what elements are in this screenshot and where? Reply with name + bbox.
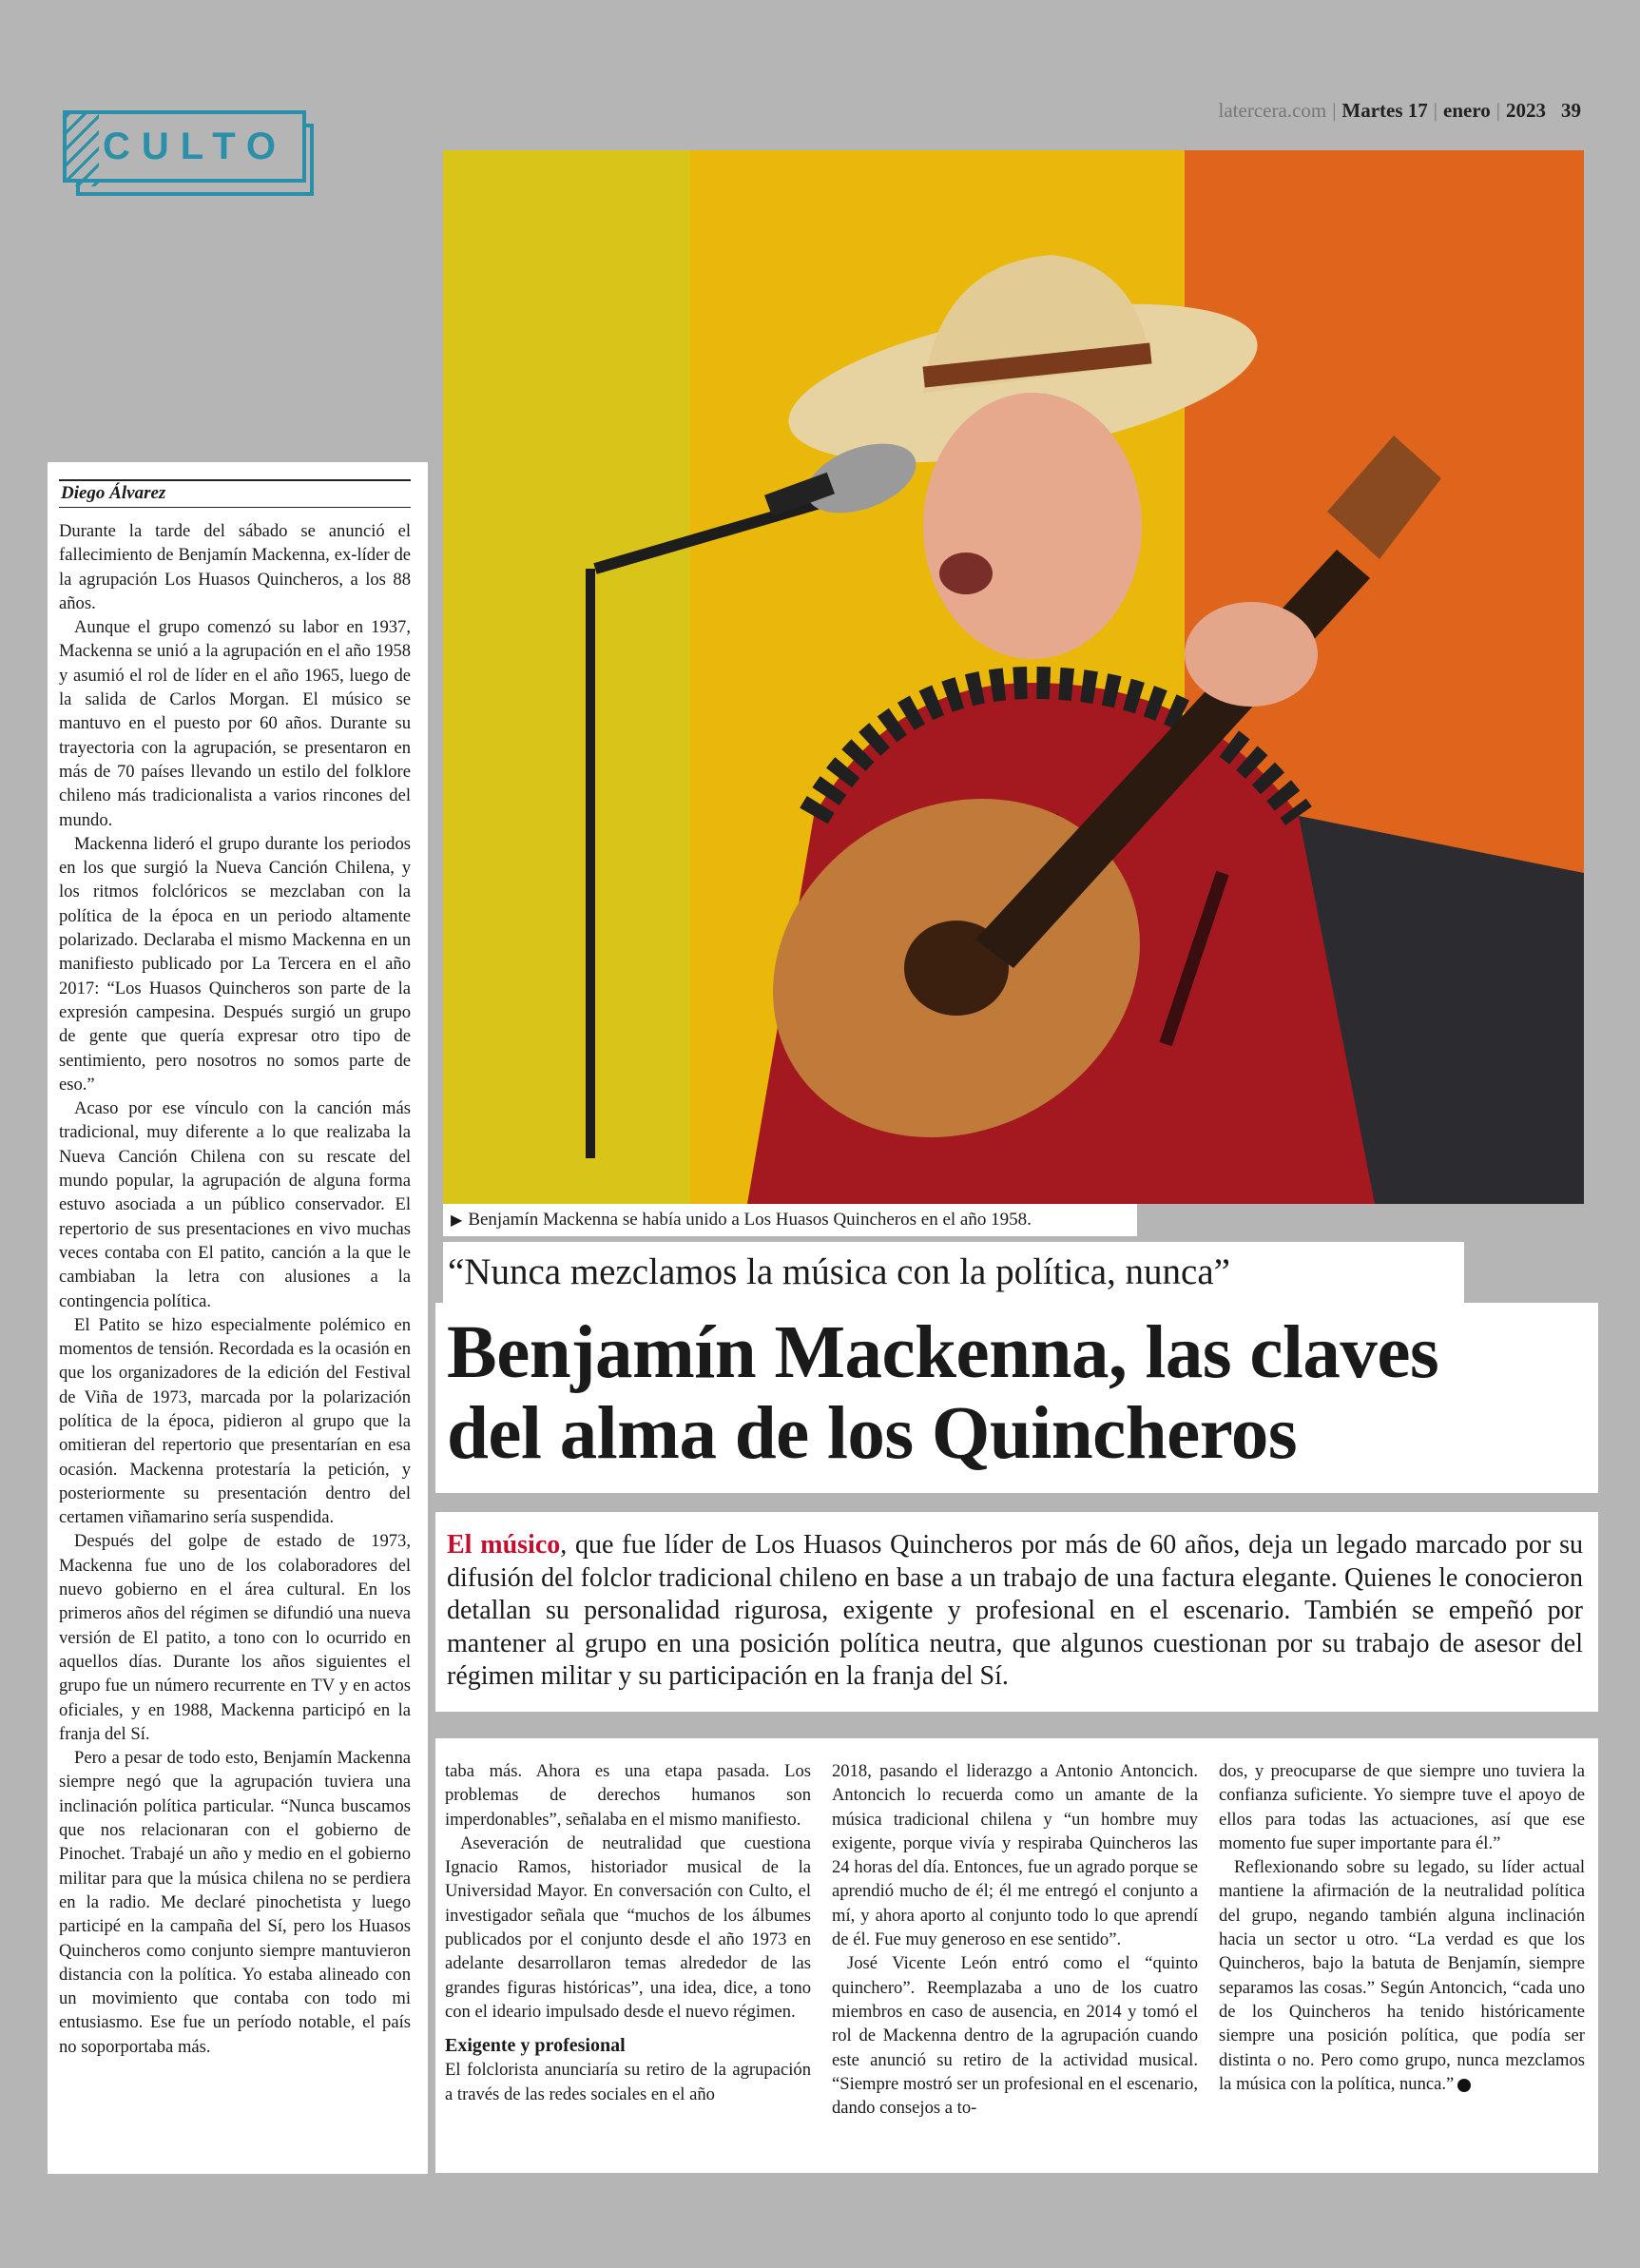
body-paragraph xyxy=(1219,1855,1585,2096)
sidebar-paragraph: Aunque el grupo comenzó su labor en 1937, Mackenna se unió a la agrupación en el año 1958 y asumió el rol de líder en el año 1965, luego de la salida de Carlos Morgan. El músico se mantuvo en el puesto por 60 años. Durante su trayectoria con la agrupación, se presentaron en más de 70 países llevando un estilo del folklore chileno más tradicionalista a varios rincones del mundo. xyxy=(59,617,411,830)
headline-line-1: Benjamín Mackenna, las claves xyxy=(447,1311,1439,1394)
folio-day: Martes 17 xyxy=(1341,99,1428,122)
body-paragraph: dos, y preocuparse de que siempre uno tuviera la confianza suficiente. Yo siempre tuve el apoyo de ellos para todas las actuaciones, así que ese momento fue super importante para él.” xyxy=(1219,1761,1585,1853)
folio-month: enero xyxy=(1443,99,1491,122)
sidebar-paragraph: Después del golpe de estado de 1973, Mackenna fue uno de los colaboradores del nuevo gobierno en el área cultural. En los primeros años del régimen se difundió una nueva versión de El patito, a tono con lo ocurrido en aquellos días. Durante los años siguientes el grupo fue un número recurrente en TV y en actos oficiales, y en 1988, Mackenna participó en la franja del Sí. xyxy=(59,1531,411,1744)
end-mark-icon xyxy=(1457,2079,1471,2092)
folio-site: latercera.com xyxy=(1218,99,1327,122)
page-number: 39 xyxy=(1561,99,1581,122)
caption-text: Benjamín Mackenna se había unido a Los Huasos Quincheros en el año 1958. xyxy=(468,1210,1032,1230)
section-logo xyxy=(63,110,319,204)
logo-front-frame xyxy=(63,110,306,183)
body-paragraph: Aseveración de neutralidad que cuestiona Ignacio Ramos, historiador musical de la Universidad Mayor. En conversación con Culto, el investigador señala que “muchos de los álbumes publicados por el conjunto desde el año 1973 en adelante desarrollaron temas alrededor de las grandes figuras históricas”, una idea, dice, a tono con el ideario impulsado desde el nuevo régimen. xyxy=(445,1832,811,2022)
closing-text: Reflexionando sobre su legado, su líder actual mantiene la afirmación de la neutralidad política del grupo, negando también alguna inclinación hacia un sector u otro. “La verdad es que los Quincheros, bajo la batuta de Benjamín, siempre separamos las cosas.” Según Antoncich, “cada uno de los Quincheros ha tenido históricamente siempre una posición política, que podía ser distinta o no. Pero como grupo, nunca mezclamos la música con la política, nunca.” xyxy=(1219,1857,1585,2094)
lead-text: , que fue líder de Los Huasos Quincheros por más de 60 años, deja un legado marcado por su difusión del folclor tradicional chileno en base a un trabajo de una factura elegante. Quienes le conocieron detallan su personalidad rigurosa, exigente y profesional en el escenario. También se empeñó por mantener al grupo en una posición política neutra, que algunos cuestionan por su trabajo de asesor del régimen militar y su participación en la franja del Sí. xyxy=(447,1530,1583,1691)
section-name: CULTO xyxy=(102,125,288,167)
logo-hatch-pattern xyxy=(67,114,99,186)
folio-year: 2023 xyxy=(1506,99,1546,122)
headline-line-2: del alma de los Quincheros xyxy=(447,1392,1298,1475)
page-folio: latercera.com | Martes 17 | enero | 2023 39 xyxy=(1218,99,1581,122)
sidebar-paragraph: Mackenna lideró el grupo durante los periodos en los que surgió la Nueva Canción Chilena, y los ritmos folclóricos se mezclaban con la política de la época en un periodo altamente polarizado. Declaraba el mismo Mackenna en un manifiesto publicado por La Tercera en el año 2017: “Los Huasos Quincheros son parte de la expresión campesina. Después surgió un grupo de gente que quería expresar otro tipo de sentimiento, pero nosotros no somos parte de eso.” xyxy=(59,833,411,1095)
body-columns xyxy=(435,1738,1598,2173)
body-column-1 xyxy=(445,1759,811,2173)
lead-paragraph xyxy=(435,1512,1598,1712)
sidebar-paragraph: El Patito se hizo especialmente polémico en momentos de tensión. Recordada es la ocasión en que los organizadores de la edición del Festival de Viña de 1973, marcada por la polarización política de la época, pidieron al grupo que la omitieran del repertorio que presentarían en esa ocasión. Mackenna protestaría la petición, y posteriormente su presentación dentro del certamen viñamarino sería suspendida. xyxy=(59,1314,411,1528)
photo-caption xyxy=(443,1204,1137,1236)
sidebar-paragraph: Durante la tarde del sábado se anunció el fallecimiento de Benjamín Mackenna, ex-líder de la agrupación Los Huasos Quincheros, a los 88 años. xyxy=(59,521,411,613)
lead-keyword: El músico xyxy=(447,1530,561,1560)
body-column-3 xyxy=(1219,1759,1585,2173)
body-paragraph: José Vicente León entró como el “quinto quinchero”. Reemplazaba a uno de los cuatro miembros en caso de ausencia, en 2014 y tomó el rol de Mackenna dentro de la agrupación cuando este anunció su retiro de la actividad musical. “Siempre mostró ser un profesional en el escenario, dando consejos a to- xyxy=(832,1953,1198,2119)
byline: Diego Álvarez xyxy=(59,479,411,508)
photo-illustration xyxy=(443,150,1584,1204)
sidebar-paragraph: Pero a pesar de todo esto, Benjamín Mackenna siempre negó que la agrupación tuviera una inclinación política particular. “Nunca buscamos que nos relacionaran con el gobierno de Pinochet. Trabajé un año y medio en el gobierno militar para que la música chilena no se perdiera en la radio. Me declaré pinochetista y luego participé en la campaña del Sí, pero los Huasos Quincheros como conjunto siempre mantuvieron distancia con la política. Yo estaba alineado con un movimiento que contaba con todo mi entusiasmo. Ese fue un período notable, el país no soporportaba más. xyxy=(59,1748,411,2057)
caption-arrow-icon: ▶ xyxy=(451,1212,463,1229)
sidebar-body xyxy=(57,519,418,2059)
sidebar-paragraph: Acaso por ese vínculo con la canción más tradicional, muy diferente a lo que realizaba la Nueva Canción Chilena con su rescate del mundo popular, la agrupación de alguna forma estuvo asociada a un público conservador. El repertorio de sus presentaciones en vivo muchas veces contaba con El patito, canción a la que le cambiaban la letra con alusiones a la contingencia política. xyxy=(59,1098,411,1311)
headline xyxy=(435,1303,1598,1493)
sidebar-column xyxy=(48,462,428,2174)
body-column-2 xyxy=(832,1759,1198,2173)
kicker-quote: “Nunca mezclamos la música con la política, nunca” xyxy=(443,1242,1464,1303)
body-paragraph: El folclorista anunciaría su retiro de la agrupación a través de las redes sociales en el año xyxy=(445,2060,811,2104)
body-paragraph: 2018, pasando el liderazgo a Antonio Antoncich. Antoncich lo recuerda como un amante de la música tradicional chilena y “un hombre muy exigente, porque vivía y respiraba Quincheros las 24 horas del día. Entonces, fue un agrado porque se aprendió mucho de él; él me entregó el conjunto a mí, y ahora aporto al conjunto todo lo que aprendí de él. Fue muy generoso en ese sentido”. xyxy=(832,1761,1198,1950)
body-paragraph: taba más. Ahora es una etapa pasada. Los problemas de derechos humanos son imperdonables”, señalaba en el mismo manifiesto. xyxy=(445,1761,811,1830)
lead-photo xyxy=(443,150,1584,1204)
subheading: Exigente y profesional xyxy=(445,2035,626,2057)
